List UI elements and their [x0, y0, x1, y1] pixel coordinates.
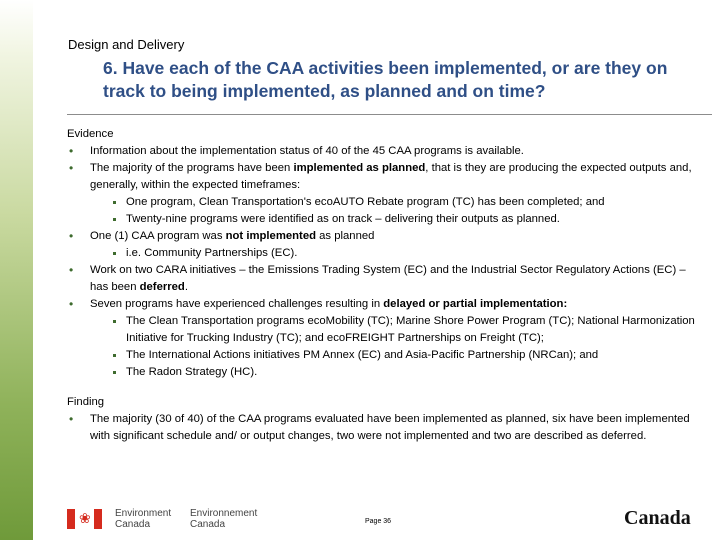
- bullet-emphasis: delayed or partial implementation:: [383, 298, 568, 310]
- sub-bullet: The International Actions initiatives PM Annex (EC) and Asia-Pacific Partnership (NRCan); and: [90, 347, 697, 364]
- sub-bullet: i.e. Community Partnerships (EC).: [90, 245, 697, 262]
- bullet-emphasis: implemented as planned: [293, 162, 426, 174]
- bullet-text: One (1) CAA program was: [90, 230, 226, 242]
- evidence-bullet-5: [67, 296, 697, 381]
- sub-bullet: The Clean Transportation programs ecoMobility (TC); Marine Shore Power Program (TC); National Harmonization Initiative for Trucking Industry (TC); and ecoFREIGHT Partnerships on Freight (TC);: [90, 313, 697, 347]
- bullet-emphasis: not implemented: [225, 230, 317, 242]
- spacer: [67, 381, 697, 394]
- department-line: Canada: [115, 518, 151, 530]
- evidence-list: [67, 143, 697, 381]
- evidence-heading: Evidence: [67, 128, 114, 140]
- evidence-sublist: [90, 245, 697, 262]
- sub-bullet: Twenty-nine programs were identified as on track – delivering their outputs as planned.: [90, 211, 697, 228]
- department-line: Canada: [190, 518, 226, 530]
- slide-body: [67, 126, 697, 445]
- left-gradient-bar: [0, 0, 33, 540]
- page-number: Page 36: [365, 518, 392, 525]
- bullet-text: as planned: [316, 230, 375, 242]
- title-divider: [67, 114, 712, 115]
- evidence-sublist: [90, 313, 697, 381]
- evidence-bullet-1: • Information about the implementation status of 40 of the 45 CAA programs is available.: [67, 143, 697, 160]
- bullet-text: .: [184, 281, 188, 293]
- bullet-text: Work on two CARA initiatives – the Emissions Trading System (EC) and the Industrial Sector Regulatory Actions (EC) – has been: [90, 264, 686, 293]
- flag-bar-left: [67, 509, 75, 529]
- finding-list: [67, 411, 697, 445]
- finding-heading: Finding: [67, 396, 105, 408]
- bullet-text: Seven programs have experienced challenges resulting in: [90, 298, 384, 310]
- evidence-bullet-2: [67, 160, 697, 228]
- department-line: Environment: [115, 508, 172, 519]
- finding-bullet-1: • The majority (30 of 40) of the CAA programs evaluated have been implemented as planned, six have been implemented with significant schedule and/ or output changes, two were not implemented and two are described as deferred.: [67, 411, 697, 445]
- sub-bullet: The Radon Strategy (HC).: [90, 364, 697, 381]
- department-name-english: [115, 509, 171, 530]
- evidence-sublist: [90, 194, 697, 228]
- footer: [67, 505, 712, 535]
- evidence-bullet-4: [67, 262, 697, 296]
- bullet-text: , that is they are producing the expected outputs and, generally, within the expected timeframes:: [90, 162, 692, 191]
- bullet-text: The majority of the programs have been: [90, 162, 294, 174]
- section-label: Design and Delivery: [68, 37, 185, 52]
- canada-flag-icon: [67, 509, 102, 529]
- slide-title: 6. Have each of the CAA activities been implemented, or are they on track to being implemented, as planned and on time?: [103, 58, 668, 101]
- flag-bar-right: [94, 509, 102, 529]
- bullet-emphasis: deferred: [139, 281, 185, 293]
- department-name-french: [190, 509, 257, 530]
- department-line: Environnement: [190, 508, 258, 519]
- canada-wordmark: Canada: [624, 507, 691, 529]
- sub-bullet: One program, Clean Transportation's ecoAUTO Rebate program (TC) has been completed; and: [90, 194, 697, 211]
- maple-leaf-icon: ❀: [79, 510, 91, 526]
- evidence-bullet-3: [67, 228, 697, 262]
